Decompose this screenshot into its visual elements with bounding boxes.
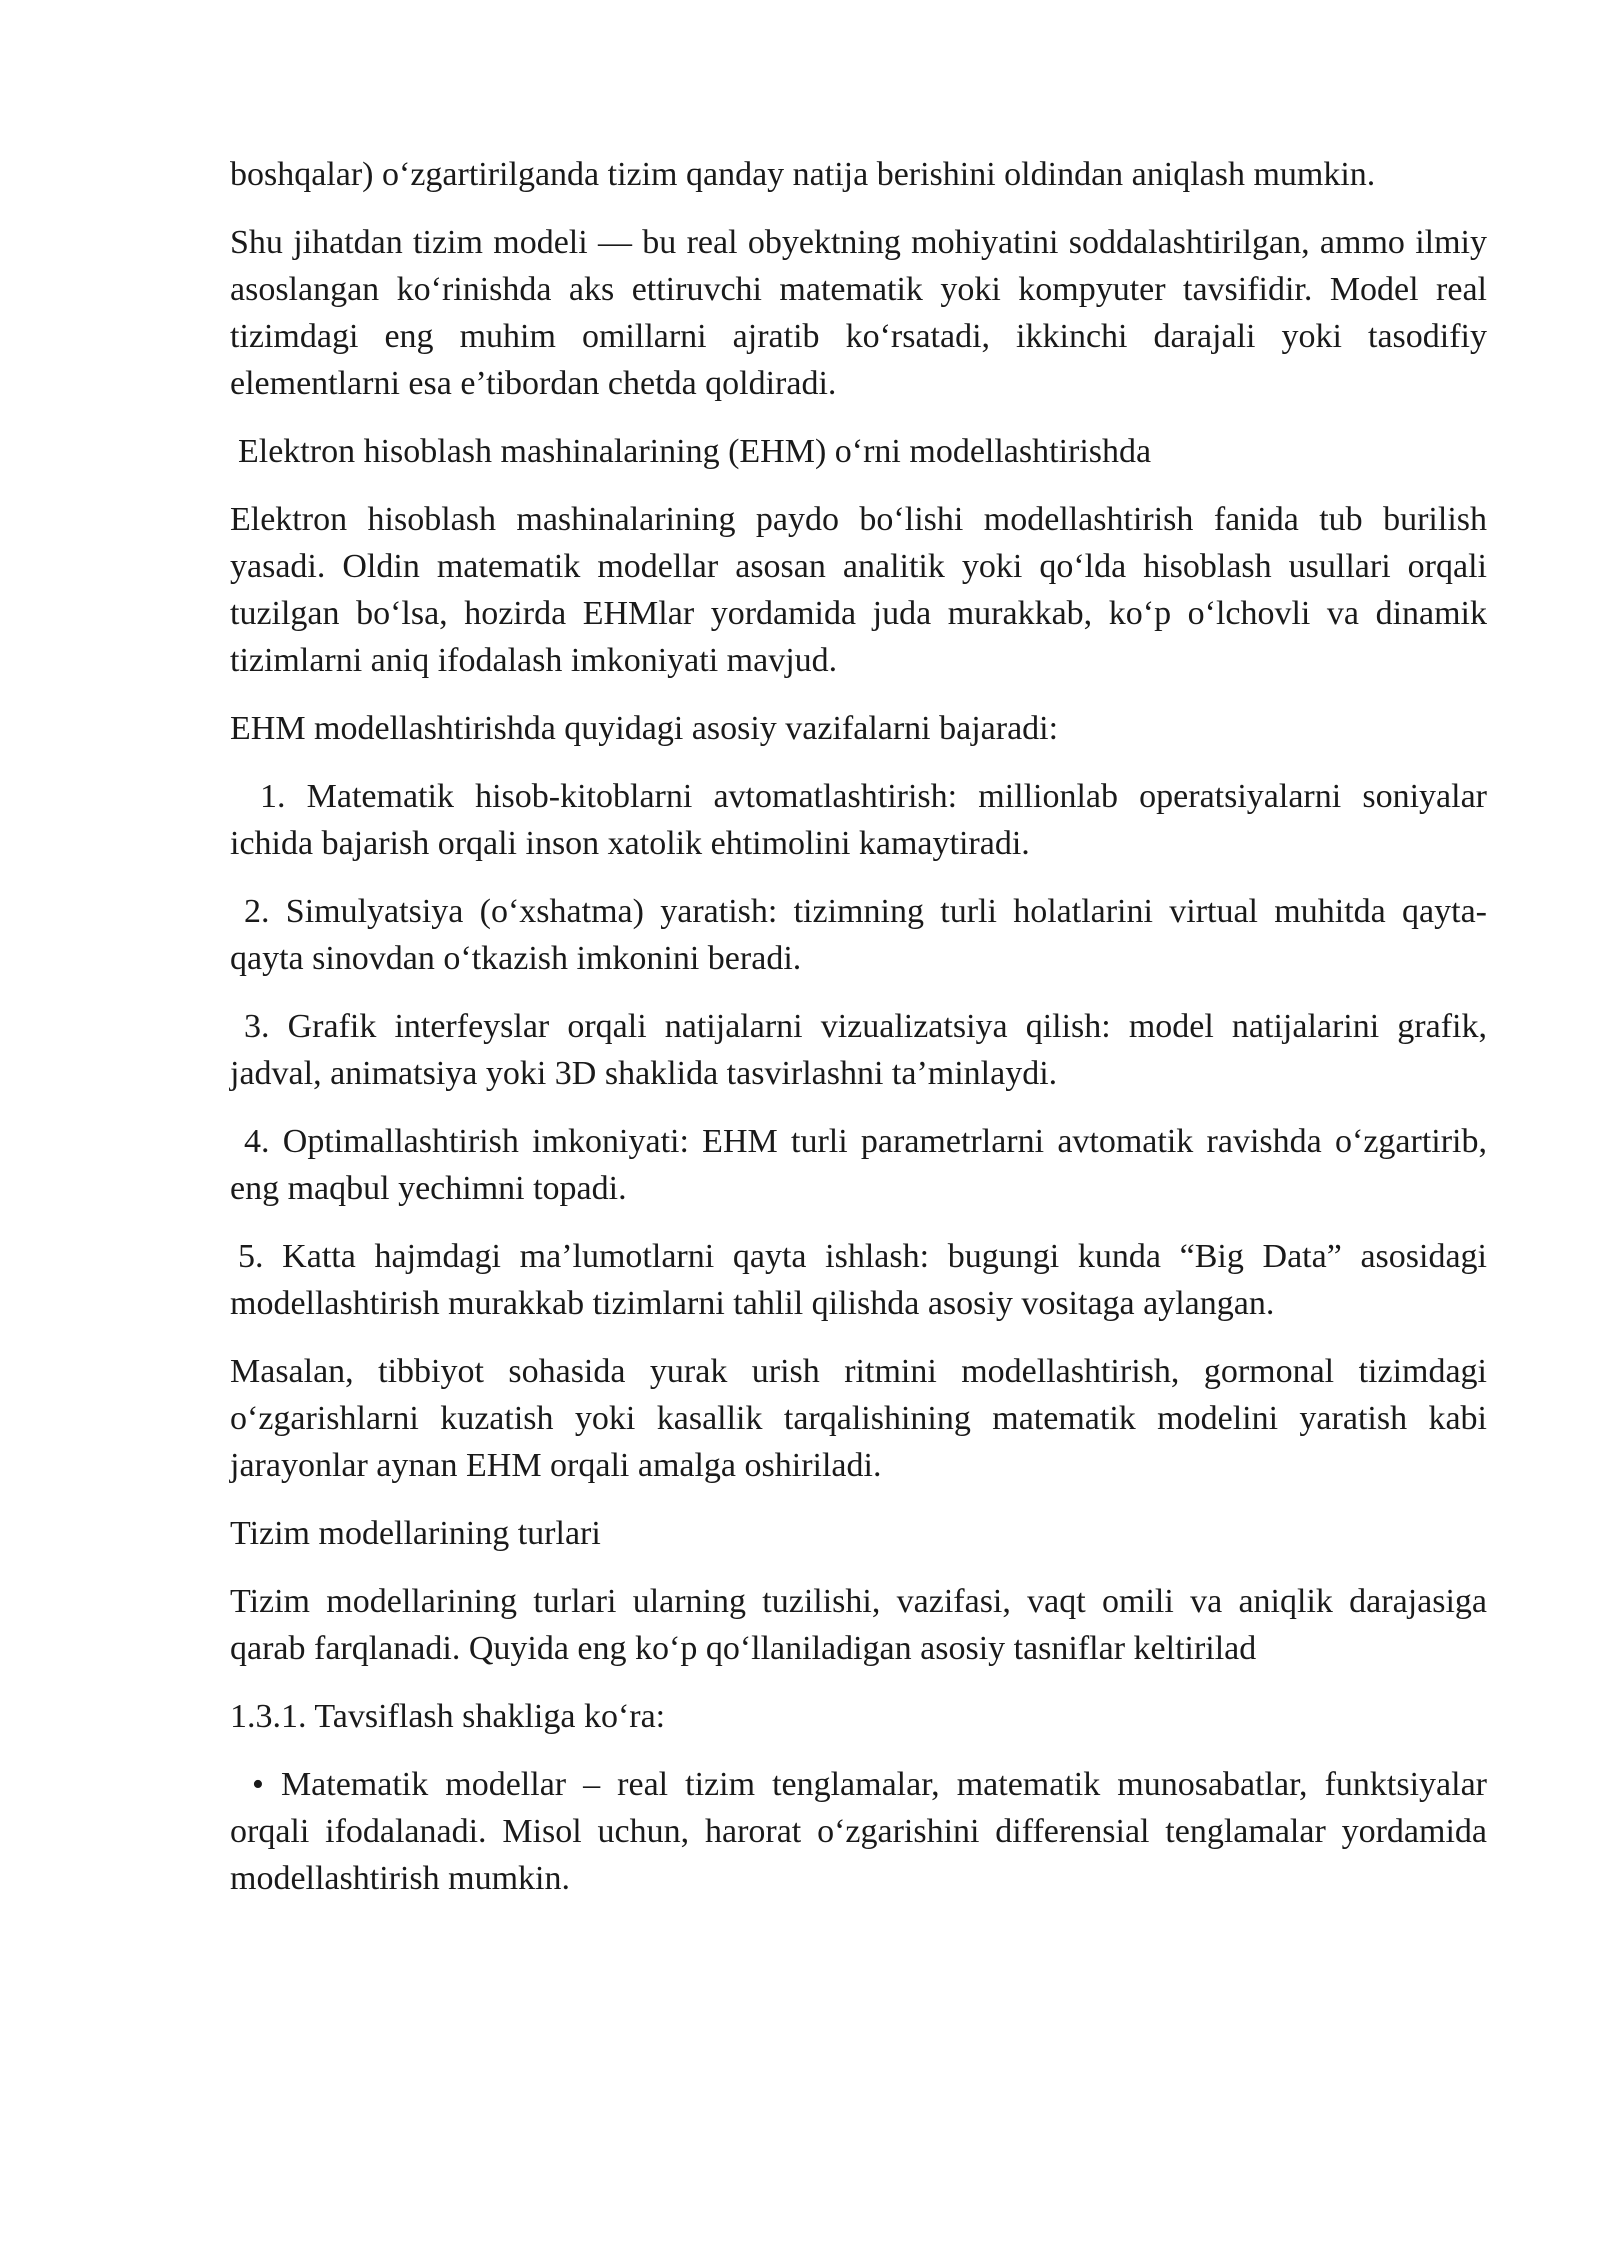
paragraph-system-model-definition: Shu jihatdan tizim modeli — bu real obyektning mohiyatini soddalashtirilgan, ammo ilmiy asoslangan ko‘rinishda aks ettiruvchi matematik yoki kompyuter tavsifidir. Model real tizimdagi eng muhim omillarni ajratib ko‘rsatadi, ikkinchi darajali yoki tasodifiy elementlarni esa e’tibordan chetda qoldiradi.: [230, 224, 1487, 402]
list-item-3: 3. Grafik interfeyslar orqali natijalarni vizualizatsiya qilish: model natijalarini grafik, jadval, animatsiya yoki 3D shaklida tasvirlashni ta’minlaydi.: [230, 1008, 1487, 1092]
list-item-4: 4. Optimallashtirish imkoniyati: EHM turli parametrlarni avtomatik ravishda o‘zgartirib, eng maqbul yechimni topadi.: [230, 1123, 1487, 1207]
section-heading-model-types: Tizim modellarining turlari: [230, 1515, 601, 1552]
paragraph-ehm-tasks-lead: EHM modellashtirishda quyidagi asosiy vazifalarni bajaradi:: [230, 710, 1059, 747]
list-item-2: 2. Simulyatsiya (o‘xshatma) yaratish: tizimning turli holatlarini virtual muhitda qayta-qayta sinovdan o‘tkazish imkonini beradi.: [230, 893, 1487, 977]
subsection-heading-1-3-1: 1.3.1. Tavsiflash shakliga ko‘ra:: [230, 1698, 666, 1735]
document-body: [230, 151, 1487, 1923]
list-item-1: 1. Matematik hisob-kitoblarni avtomatlashtirish: millionlab operatsiyalarni soniyalar ichida bajarish orqali inson xatolik ehtimolini kamaytiradi.: [230, 778, 1487, 862]
section-heading-ehm-role: Elektron hisoblash mashinalarining (EHM) o‘rni modellashtirishda: [238, 433, 1152, 470]
paragraph-model-types-intro: Tizim modellarining turlari ularning tuzilishi, vazifasi, vaqt omili va aniqlik darajasiga qarab farqlanadi. Quyida eng ko‘p qo‘llaniladigan asosiy tasniflar keltirilad: [230, 1583, 1487, 1667]
list-item-5: 5. Katta hajmdagi ma’lumotlarni qayta ishlash: bugungi kunda “Big Data” asosidagi modellashtirish murakkab tizimlarni tahlil qilishda asosiy vositaga aylangan.: [230, 1238, 1487, 1322]
paragraph-ehm-intro: Elektron hisoblash mashinalarining paydo bo‘lishi modellashtirish fanida tub burilish yasadi. Oldin matematik modellar asosan analitik yoki qo‘lda hisoblash usullari orqali tuzilgan bo‘lsa, hozirda EHMlar yordamida juda murakkab, ko‘p o‘lchovli va dinamik tizimlarni aniq ifodalash imkoniyati mavjud.: [230, 501, 1487, 679]
paragraph-medicine-example: Masalan, tibbiyot sohasida yurak urish ritmini modellashtirish, gormonal tizimdagi o‘zgarishlarni kuzatish yoki kasallik tarqalishining matematik modelini yaratish kabi jarayonlar aynan EHM orqali amalga oshiriladi.: [230, 1353, 1487, 1484]
paragraph-continuation: boshqalar) o‘zgartirilganda tizim qanday natija berishini oldindan aniqlash mumkin.: [230, 156, 1376, 193]
bullet-item-mathematical-models: • Matematik modellar – real tizim tenglamalar, matematik munosabatlar, funktsiyalar orqali ifodalanadi. Misol uchun, harorat o‘zgarishini differensial tenglamalar yordamida modellashtirish mumkin.: [230, 1766, 1487, 1897]
